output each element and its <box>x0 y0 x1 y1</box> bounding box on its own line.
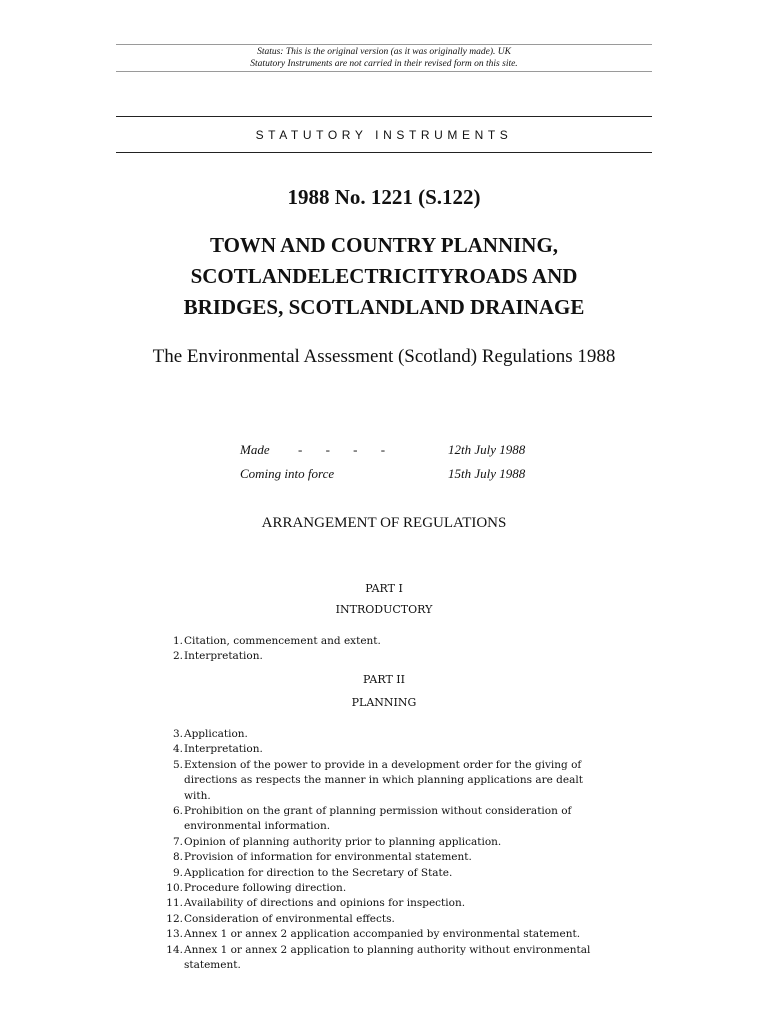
coming-into-force-date: 15th July 1988 <box>448 466 526 481</box>
item-number: 11. <box>166 897 183 910</box>
item-link[interactable]: Prohibition on the grant of planning permission without consideration of environmental information. <box>184 805 572 833</box>
subject-line-3: BRIDGES, SCOTLANDLAND DRAINAGE <box>183 295 585 319</box>
list-item <box>148 727 608 742</box>
item-link[interactable]: Annex 1 or annex 2 application to planning authority without environmental statement. <box>184 943 591 972</box>
coming-into-force-label: Coming into force <box>240 466 335 481</box>
item-number: 5. <box>172 758 183 771</box>
made-dashes: - - - - <box>298 442 396 457</box>
item-link[interactable]: Interpretation. <box>184 743 263 756</box>
part-2-contents <box>148 727 608 974</box>
item-link[interactable]: Extension of the power to provide in a development order for the giving of directions as respects the manner in which planning applications are dealt with. <box>184 758 583 802</box>
item-link[interactable]: Interpretation. <box>184 650 263 663</box>
item-number: 1. <box>172 635 183 647</box>
item-link[interactable]: Availability of directions and opinions for inspection. <box>184 897 466 910</box>
subject-line-1: TOWN AND COUNTRY PLANNING, <box>209 233 559 257</box>
made-label: Made <box>240 442 270 457</box>
subject-line-2: SCOTLANDELECTRICITYROADS AND <box>190 264 578 288</box>
item-link[interactable]: Opinion of planning authority prior to planning application. <box>184 835 502 848</box>
series-title: STATUTORY INSTRUMENTS <box>255 127 513 142</box>
item-link[interactable]: Application for direction to the Secretary of State. <box>184 866 453 879</box>
item-number: 13. <box>166 928 183 941</box>
list-item <box>148 804 608 835</box>
item-number: 6. <box>172 805 183 818</box>
series-banner <box>116 116 652 153</box>
item-link[interactable]: Consideration of environmental effects. <box>184 912 395 925</box>
made-row <box>240 438 525 462</box>
list-item <box>148 835 608 850</box>
list-item <box>148 742 608 757</box>
part-1-label: PART I <box>365 582 403 595</box>
item-number: 12. <box>166 912 183 925</box>
item-link[interactable]: Provision of information for environmental statement. <box>184 851 472 864</box>
made-date: 12th July 1988 <box>448 442 526 457</box>
list-item <box>148 912 608 927</box>
list-item <box>148 758 608 804</box>
status-notice <box>116 44 652 72</box>
coming-into-force-row <box>240 462 525 486</box>
item-number: 10. <box>166 882 183 895</box>
list-item <box>148 943 608 974</box>
dates-table <box>240 438 525 486</box>
list-item <box>148 881 608 896</box>
item-link[interactable]: Annex 1 or annex 2 application accompanied by environmental statement. <box>184 928 581 941</box>
item-number: 2. <box>172 650 183 663</box>
item-number: 9. <box>172 866 183 879</box>
item-number: 3. <box>172 728 183 740</box>
list-item <box>148 896 608 911</box>
list-item <box>148 649 608 664</box>
part-2-name: PLANNING <box>351 696 417 709</box>
instrument-number: 1988 No. 1221 (S.122) <box>287 185 481 209</box>
item-number: 14. <box>166 943 183 956</box>
arrangement-heading: ARRANGEMENT OF REGULATIONS <box>261 515 507 531</box>
list-item <box>148 850 608 865</box>
item-number: 4. <box>172 743 183 756</box>
part-1-contents <box>148 634 608 665</box>
list-item <box>148 927 608 942</box>
item-link[interactable]: Application. <box>184 728 248 740</box>
status-line-1: Status: This is the original version (as it was originally made). UK <box>257 47 511 57</box>
list-item <box>148 634 608 649</box>
part-2-label: PART II <box>363 673 405 686</box>
subject-headings <box>120 230 648 323</box>
item-number: 8. <box>172 851 183 864</box>
instrument-title: The Environmental Assessment (Scotland) Regulations 1988 <box>152 346 616 367</box>
status-line-2: Statutory Instruments are not carried in their revised form on this site. <box>250 59 518 69</box>
item-link[interactable]: Citation, commencement and extent. <box>184 635 381 647</box>
item-number: 7. <box>172 835 183 848</box>
list-item <box>148 866 608 881</box>
item-link[interactable]: Procedure following direction. <box>184 882 347 895</box>
part-1-name: INTRODUCTORY <box>335 603 433 616</box>
